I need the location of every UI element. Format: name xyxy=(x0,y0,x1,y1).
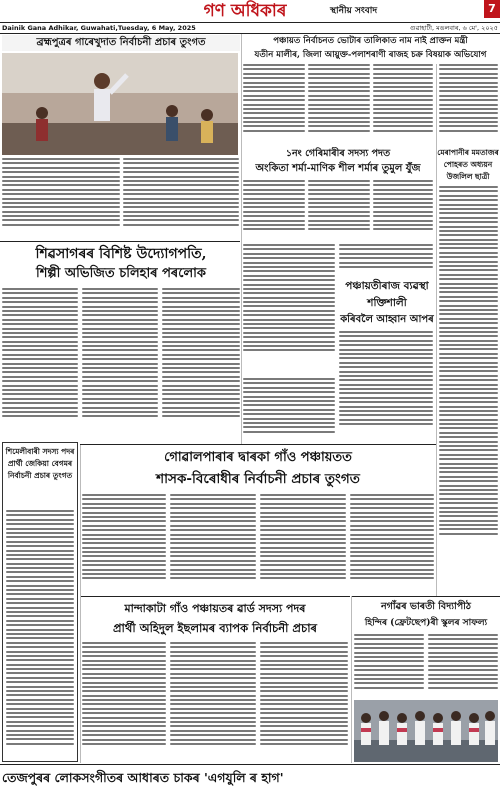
article-mandakata-body xyxy=(82,642,166,760)
masthead-logo: গণ অধিকাৰ xyxy=(203,1,287,21)
subhead-sivasagar: শিল্পী অভিজিত চলিহাৰ পৰলোক xyxy=(35,266,207,281)
article-goalpara-body-4 xyxy=(350,494,434,594)
headline-sivasagar: শিৱসাগৰৰ বিশিষ্ট উদ্যোগপতি, xyxy=(35,246,207,262)
article-jatin-mali-body-3 xyxy=(373,64,433,144)
article-sivasagar-body-2 xyxy=(82,288,158,438)
headline-gerimari: ১নং গেৰিমাৰীৰ সদস্য পদত xyxy=(285,148,391,159)
headline-nagaon: নগাঁৱৰ ভাৰতী বিদ্যাপীঠ xyxy=(381,601,471,612)
subhead-ankita-sharma: অংকিতা শৰ্মা-মাণিক শীল শৰ্মাৰ তুমুল যুঁজ xyxy=(255,163,421,174)
subhead-merapani: পোহৰত অধ্যয়ন xyxy=(443,160,493,169)
article-sivasagar-body xyxy=(2,288,78,438)
date-rule xyxy=(0,33,500,34)
edition-line: Dainik Gana Adhikar, Guwahati,Tuesday, 6 May, 2025 xyxy=(2,24,196,32)
headline-tezpur: তেজপুৰৰ লোকসংগীতৰ আধাৰত চাকৰ 'এগযুলি ৰ হাগ' xyxy=(2,770,284,785)
article-panchayati-raj-body xyxy=(339,331,433,441)
article-jatin-mali-body xyxy=(243,64,305,144)
headline-panchayati-raj: পঞ্চায়তীৰাজ ব্যৱস্থা শক্তিশালী xyxy=(345,280,429,309)
subhead-panchayati-raj: কৰিবলৈ আহ্বান আপৰ xyxy=(340,314,434,325)
article-goalpara-body xyxy=(82,494,166,594)
article-gerimari-body-2 xyxy=(308,180,370,240)
subhead-nagaon: হিন্দিৰ (ফ্ৰেটছেপ)ৰী স্কুলৰ সাফল্য xyxy=(364,618,488,628)
article-panchayati-raj-body-2 xyxy=(243,378,335,442)
right-column-body xyxy=(439,64,498,144)
article-merapani-body xyxy=(439,186,498,596)
subhead-merapani-2: উজলিল ছাত্ৰী xyxy=(446,172,490,181)
subhead-goalpara: শাসক-বিৰোধীৰ নিৰ্বাচনী প্ৰচাৰ তুংগত xyxy=(156,471,360,487)
headline-brahmaputra: ব্ৰহ্মপুত্ৰৰ গাৰেখুদাত নিৰ্বাচনী প্ৰচাৰ তুংগত xyxy=(2,35,240,51)
article-jatin-mali-body-2 xyxy=(308,64,370,144)
headline-jatin-mali: পঞ্চায়ত নিৰ্বাচনত ভোটাৰ তালিকাত নাম নাই প্ৰাক্তন মন্ত্ৰী xyxy=(273,36,468,46)
students-photo xyxy=(354,700,498,762)
subhead-mandakata: প্ৰাৰ্থী অহিদুল ইছলামৰ ব্যাপক নিৰ্বাচনী প্ৰচাৰ xyxy=(112,621,318,635)
column-rule-4 xyxy=(436,244,437,596)
article-brahmaputra-body xyxy=(2,158,120,238)
section-label: স্থানীয় সংবাদ xyxy=(330,6,378,16)
divider-mandakata xyxy=(80,596,350,597)
masthead-rule xyxy=(0,22,500,23)
column-rule-1 xyxy=(241,34,242,444)
article-mandakata-body-3 xyxy=(260,642,348,760)
headline-mandakata: মান্দাকাটা গাঁও পঞ্চায়তৰ ৱাৰ্ড সদস্য পদৰ xyxy=(124,602,306,615)
article-goalpara-body-2 xyxy=(170,494,256,594)
middle-column-body-2 xyxy=(339,244,433,276)
headline-shimelibari: শিমেলীবাৰী সদস্য পদৰ প্ৰাৰ্থী জেকিয়া বেগমৰ নিৰ্বাচনী প্ৰচাৰ তুংগত xyxy=(5,447,75,480)
page-number: 7 xyxy=(484,0,500,18)
subhead-jatin-mali: যতীন মালীৰ, জিলা আয়ুক্ত-পলাশৰাণী ৰাজহ চক্ৰ বিষয়াক অভিযোগ xyxy=(254,50,487,60)
headline-merapani: মেৰাপানীৰ মমতাজৰ xyxy=(437,148,499,157)
article-gerimari-body-3 xyxy=(373,180,433,240)
date-line: গুৱাহাটী, মঙলবাৰ, ৬ মে', ২০২৫ xyxy=(409,24,498,32)
campaign-photo xyxy=(2,53,238,155)
article-nagaon-body xyxy=(354,634,424,698)
article-shimelibari-body xyxy=(6,510,74,758)
article-nagaon-body-2 xyxy=(428,634,498,698)
divider-sivasagar xyxy=(0,241,240,242)
article-goalpara-body-3 xyxy=(260,494,346,594)
article-mandakata-body-2 xyxy=(170,642,256,760)
divider-bottom xyxy=(0,764,500,765)
divider-nagaon xyxy=(352,596,500,597)
middle-column-body xyxy=(243,244,335,374)
column-rule-2 xyxy=(80,445,81,763)
article-sivasagar-body-3 xyxy=(162,288,240,438)
headline-goalpara: গোৱালপাৰাৰ দ্বাৰকা গাঁও পঞ্চায়তত xyxy=(164,450,352,465)
divider-goalpara xyxy=(80,444,436,445)
article-gerimari-body xyxy=(243,180,305,240)
article-brahmaputra-body-2 xyxy=(123,158,239,238)
column-rule-3 xyxy=(351,596,352,763)
masthead xyxy=(0,0,500,22)
